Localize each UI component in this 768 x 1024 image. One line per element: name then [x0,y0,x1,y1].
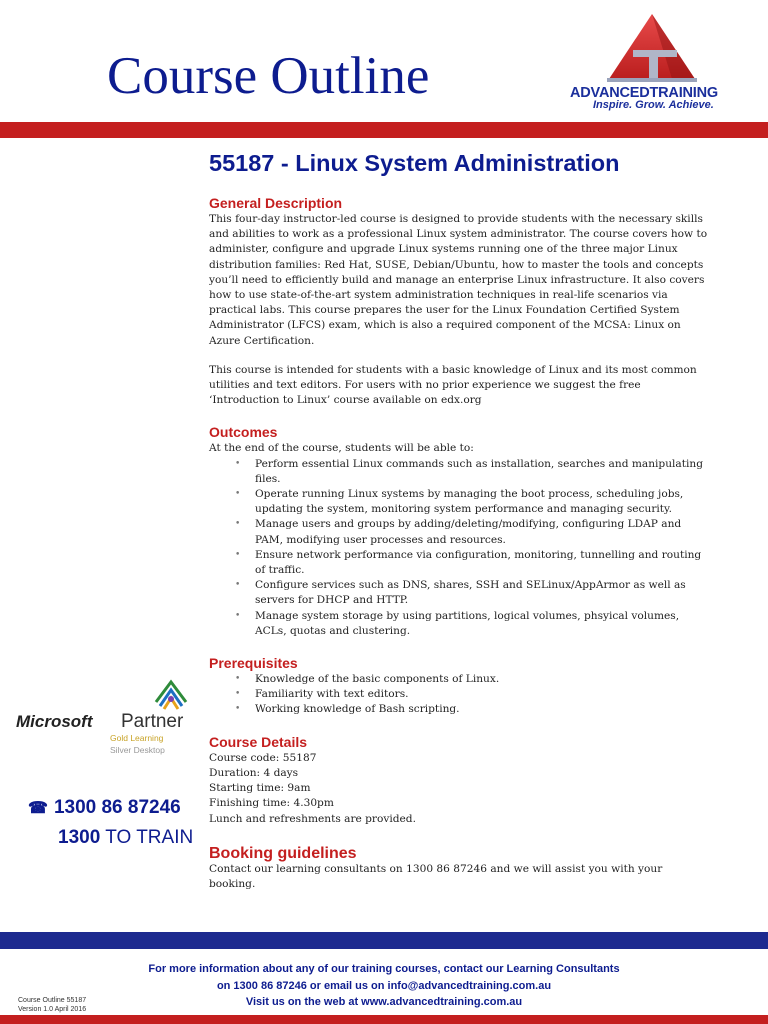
booking-guidelines-heading: Booking guidelines [209,844,357,862]
list-item: • Working knowledge of Bash scripting. [209,702,711,717]
outcomes-list [209,457,711,639]
logo-brand-text: ADVANCEDTRAINING [570,85,718,101]
silver-desktop-label: Silver Desktop [110,745,165,755]
finishing-time-line: Finishing time: 4.30pm [209,797,334,810]
booking-text: Contact our learning consultants on 1300 86 87246 and we will assist you with your booking. [209,862,663,890]
header-divider-bar [0,122,768,138]
document-title: Course Outline [107,47,430,105]
duration-line: Duration: 4 days [209,766,299,779]
list-item: • Configure services such as DNS, shares, SSH and SELinux/AppArmor as well as servers for DHCP and HTTP. [209,578,711,608]
course-details-heading: Course Details [209,733,308,750]
list-item: • Perform essential Linux commands such as installation, searches and manipulating files. [209,457,711,487]
general-description-heading: General Description [209,195,343,211]
bottom-bar [0,1015,768,1024]
course-details-list [209,751,711,827]
outcomes-heading: Outcomes [209,424,278,441]
version-line-1: Course Outline 55187 [18,997,87,1004]
phone-mnemonic: 1300 TO TRAIN [58,827,194,848]
general-description-paragraph: This four-day instructor-led course is designed to provide students with the necessary skills and abilities to work as a professional Linux system administrator. The course covers how to administer, configure and upgrade Linux systems running one of the three major Linux distribution families: Red Hat, SUSE, Debian/Ubuntu, how to master the tools and concepts you’ll need to efficiently build and manage an enterprise Linux infrastructure. It also covers how to use state-of-the-art system administration techniques in real-life scenarios via practical labs. This course prepares the user for the Linux Foundation Certified System Administrator (LFCS) exam, which is also a required component of the MCSA: Linux on Azure Certification. [209,213,708,347]
lunch-line: Lunch and refreshments are provided. [209,812,416,825]
footer-line-1: For more information about any of our training courses, contact our Learning Consultants [148,963,620,975]
telephone-icon: ☎ [28,800,48,817]
outcomes-intro: At the end of the course, students will be able to: [209,442,474,455]
starting-time-line: Starting time: 9am [209,782,311,795]
footer-line-2[interactable]: on 1300 86 87246 or email us on info@advancedtraining.com.au [216,979,552,992]
gold-learning-label: Gold Learning [110,733,164,743]
list-item: • Familiarity with text editors. [209,687,711,702]
main-content [209,150,711,892]
prerequisites-list [209,672,711,718]
course-code-line: Course code: 55187 [209,751,317,764]
partner-label: Partner [121,711,184,732]
footer-divider-bar [0,932,768,949]
logo-tagline: Inspire. Grow. Achieve. [593,99,714,111]
version-info [18,996,86,1014]
version-line-2: Version 1.0 April 2016 [18,1006,87,1013]
list-item: • Manage users and groups by adding/deleting/modifying, configuring LDAP and PAM, modifying user processes and resources. [209,517,711,547]
list-item: • Manage system storage by using partitions, logical volumes, phsyical volumes, ACLs, quotas and clustering. [209,609,711,639]
course-title: 55187 - Linux System Administration [209,150,620,176]
microsoft-wordmark: Microsoft [16,712,93,731]
microsoft-partner-logo-icon [150,676,192,712]
footer-line-3[interactable]: Visit us on the web at www.advancedtraining.com.au [245,996,523,1008]
list-item: • Operate running Linux systems by managing the boot process, scheduling jobs, updating the system, monitoring system performance and managing security. [209,487,711,517]
prerequisites-heading: Prerequisites [209,655,298,672]
phone-number[interactable]: ☎ 1300 86 87246 [28,797,181,818]
list-item: • Ensure network performance via configuration, monitoring, tunnelling and routing of traffic. [209,548,711,578]
list-item: • Knowledge of the basic components of Linux. [209,672,711,687]
footer-contact [0,961,768,1011]
audience-paragraph: This course is intended for students with a basic knowledge of Linux and its most common utilities and text editors. For users with no prior experience we suggest the free ‘Introduction to Linux’ course available on edx.org [209,363,697,407]
